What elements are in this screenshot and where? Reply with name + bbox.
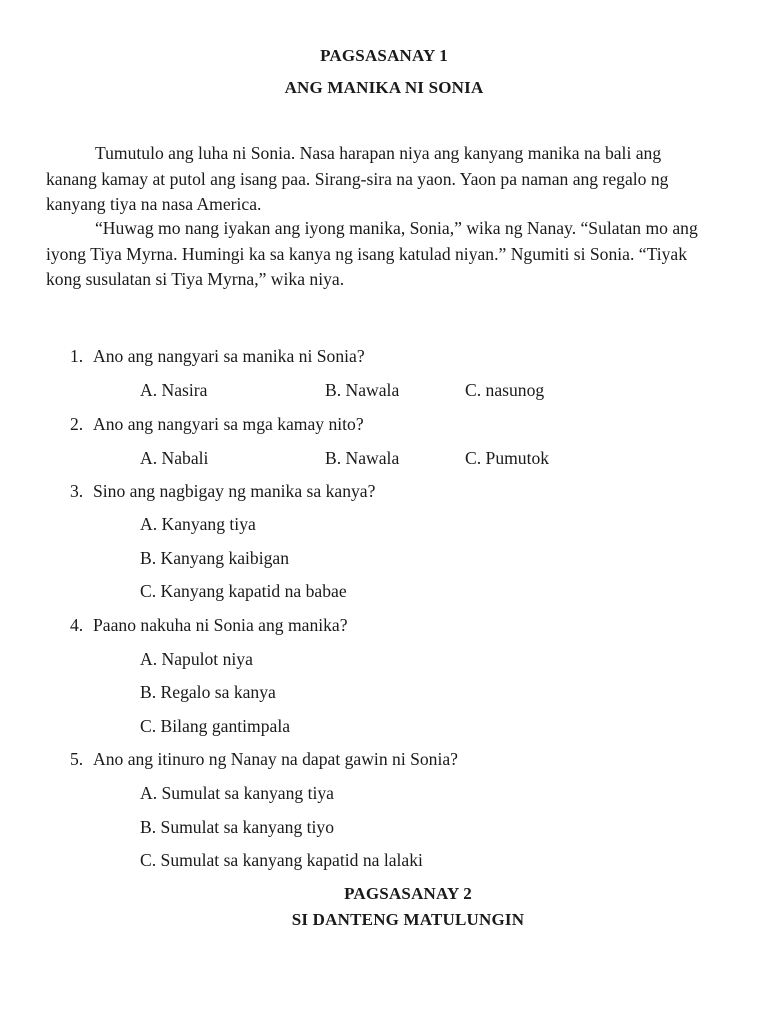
question-3-choice-c: C. Kanyang kapatid na babae <box>140 581 347 601</box>
question-4-choice-a: A. Napulot niya <box>140 649 253 669</box>
story-paragraph-text: “Huwag mo nang iyakan ang iyong manika, Sonia,” wika ng Nanay. “Sulatan mo ang iyong Tiya Myrna. Humingi ka sa kanya ng isang katulad niyan.” Ngumiti si Sonia. “Tiyak kong susulatan si Tiya Myrna,” wika niya. <box>46 218 698 289</box>
question-2-choice-c: C. Pumutok <box>465 448 550 468</box>
question-4-choice-b: B. Regalo sa kanya <box>140 682 276 702</box>
question-4-choice-c: C. Bilang gantimpala <box>140 716 291 736</box>
question-1-choice-a: A. Nasira <box>140 380 208 400</box>
question-1-choice-c: C. nasunog <box>465 380 545 400</box>
question-3-choice-b: B. Kanyang kaibigan <box>140 548 290 568</box>
exercise-2-subtitle: SI DANTENG MATULUNGIN <box>291 910 525 929</box>
exercise-2-title: PAGSASANAY 2 <box>344 884 472 903</box>
question-number: 4. <box>70 615 84 635</box>
question-5-choice-b: B. Sumulat sa kanyang tiyo <box>140 817 335 837</box>
question-1 <box>70 346 365 367</box>
exercise-1-subtitle: ANG MANIKA NI SONIA <box>284 78 484 97</box>
story-paragraph <box>46 141 706 218</box>
story-paragraph-text: Tumutulo ang luha ni Sonia. Nasa harapan niya ang kanyang manika na bali ang kanang kamay at putol ang isang paa. Sirang-sira na yaon. Yaon pa naman ang regalo ng kanyang tiya na nasa America. <box>46 143 669 214</box>
story-paragraph <box>46 216 706 293</box>
question-2 <box>70 414 364 435</box>
question-2-choice-b: B. Nawala <box>325 448 400 468</box>
question-5-choice-a: A. Sumulat sa kanyang tiya <box>140 783 334 803</box>
question-2-choice-a: A. Nabali <box>140 448 209 468</box>
question-text: Paano nakuha ni Sonia ang manika? <box>93 615 348 635</box>
exercise-1-title: PAGSASANAY 1 <box>320 46 448 65</box>
question-text: Ano ang itinuro ng Nanay na dapat gawin ni Sonia? <box>93 749 458 769</box>
question-text: Ano ang nangyari sa mga kamay nito? <box>93 414 364 434</box>
question-4 <box>70 615 348 636</box>
question-3-choice-a: A. Kanyang tiya <box>140 514 256 534</box>
question-5-choice-c: C. Sumulat sa kanyang kapatid na lalaki <box>140 850 423 870</box>
question-3 <box>70 481 375 502</box>
question-text: Sino ang nagbigay ng manika sa kanya? <box>93 481 376 501</box>
question-number: 3. <box>70 481 84 501</box>
question-number: 1. <box>70 346 84 366</box>
question-1-choice-b: B. Nawala <box>325 380 400 400</box>
question-number: 5. <box>70 749 84 769</box>
question-5 <box>70 749 458 770</box>
question-number: 2. <box>70 414 84 434</box>
question-text: Ano ang nangyari sa manika ni Sonia? <box>93 346 365 366</box>
